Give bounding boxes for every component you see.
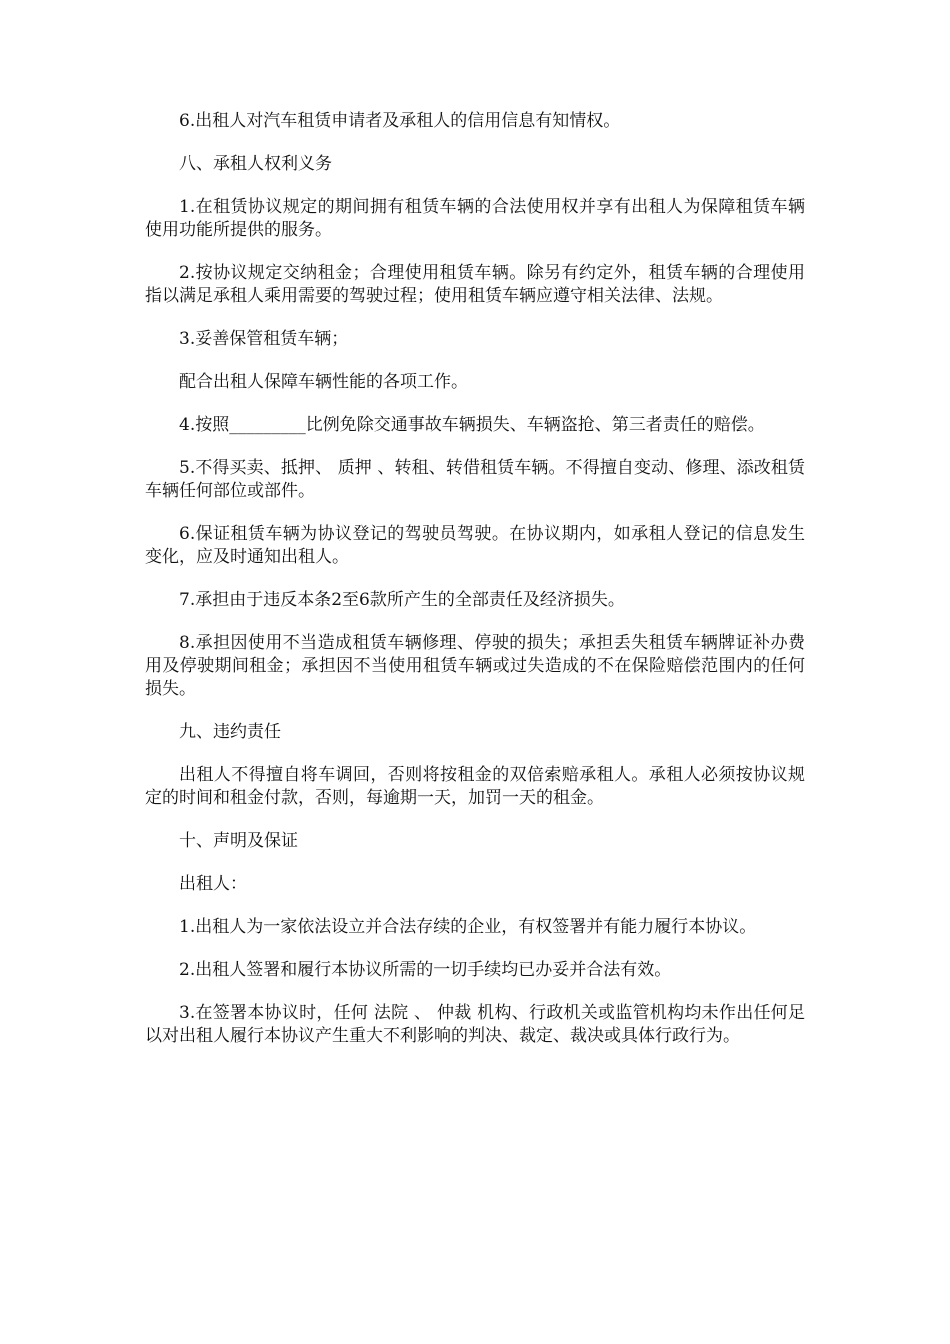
- paragraph-lessee-8: 8.承担因使用不当造成租赁车辆修理、停驶的损失；承担丢失租赁车辆牌证补办费用及停驶期间租金；承担因不当使用租赁车辆或过失造成的不在保险赔偿范围内的任何损失。: [145, 633, 805, 699]
- paragraph-lessor-label: 出租人：: [179, 874, 247, 894]
- paragraph-lessee-1: 1.在租赁协议规定的期间拥有租赁车辆的合法使用权并享有出租人为保障租赁车辆使用功能所提供的服务。: [145, 197, 805, 240]
- document-page: [145, 110, 805, 1068]
- paragraph-lessor-right-6: 6.出租人对汽车租赁申请者及承租人的信用信息有知情权。: [179, 111, 621, 131]
- paragraph-lessee-2: 2.按协议规定交纳租金；合理使用租赁车辆。除另有约定外，租赁车辆的合理使用指以满足承租人乘用需要的驾驶过程；使用租赁车辆应遵守相关法律、法规。: [145, 263, 805, 306]
- paragraph-lessee-3-cont: 配合出租人保障车辆性能的各项工作。: [179, 372, 468, 392]
- paragraph-lessee-5: 5.不得买卖、抵押、 质押 、转租、转借租赁车辆。不得擅自变动、修理、添改租赁车辆任何部位或部件。: [145, 458, 805, 501]
- paragraph-warranty-2: 2.出租人签署和履行本协议所需的一切手续均已办妥并合法有效。: [179, 960, 672, 980]
- section-heading-10: 十、声明及保证: [179, 831, 298, 851]
- section-heading-9: 九、违约责任: [179, 722, 281, 742]
- paragraph-warranty-3: 3.在签署本协议时，任何 法院 、 仲裁 机构、行政机关或监管机构均未作出任何足以对出租人履行本协议产生重大不利影响的判决、裁定、裁决或具体行政行为。: [145, 1003, 805, 1046]
- paragraph-warranty-1: 1.出租人为一家依法设立并合法存续的企业，有权签署并有能力履行本协议。: [179, 917, 757, 937]
- section-heading-8: 八、承租人权利义务: [179, 154, 332, 174]
- paragraph-lessee-6: 6.保证租赁车辆为协议登记的驾驶员驾驶。在协议期内，如承租人登记的信息发生变化，应及时通知出租人。: [145, 524, 805, 567]
- paragraph-lessee-7: 7.承担由于违反本条2至6款所产生的全部责任及经济损失。: [179, 590, 625, 610]
- paragraph-lessee-4: 4.按照_________比例免除交通事故车辆损失、车辆盗抢、第三者责任的赔偿。: [179, 415, 765, 435]
- paragraph-breach: 出租人不得擅自将车调回，否则将按租金的双倍索赔承租人。承租人必须按协议规定的时间和租金付款，否则，每逾期一天，加罚一天的租金。: [145, 765, 805, 808]
- paragraph-lessee-3: 3.妥善保管租赁车辆；: [179, 329, 349, 349]
